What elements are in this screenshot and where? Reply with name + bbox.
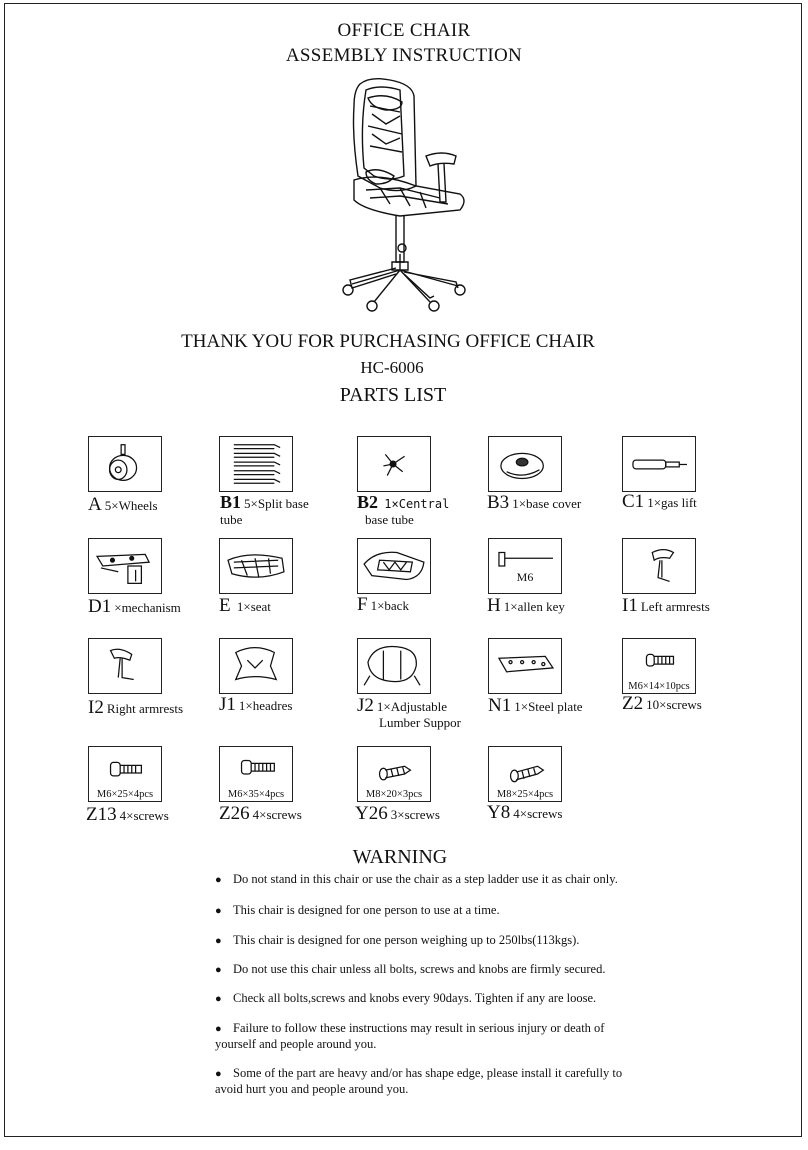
part-spec: M8×20×3pcs	[365, 789, 423, 800]
bullet-icon: ●	[215, 874, 222, 886]
left-armrest-icon	[623, 539, 695, 593]
part-b2-label	[357, 494, 449, 528]
bullet-icon: ●	[215, 1068, 222, 1080]
part-b1-label	[220, 494, 309, 528]
warning-item: ● This chair is designed for one person weighing up to 250lbs(113kgs).	[215, 933, 580, 947]
part-c1-label	[622, 491, 697, 512]
part-code: N1	[488, 695, 512, 716]
part-j2-image	[357, 638, 431, 694]
warning-heading: WARNING	[352, 846, 448, 868]
part-code: D1	[88, 596, 112, 617]
part-y8-label	[487, 802, 563, 823]
part-code: I1	[622, 595, 638, 616]
part-desc: 1×headres	[238, 698, 293, 713]
warning-item: ● Some of the part are heavy and/or has shape edge, please install it carefully to avoid hurt you and people around you.	[215, 1066, 623, 1096]
parts-list-heading: PARTS LIST	[339, 384, 447, 406]
part-spec: M6×35×4pcs	[227, 789, 285, 800]
part-b3-image	[488, 436, 562, 492]
base-cover-icon	[489, 437, 561, 491]
part-j1-image	[219, 638, 293, 694]
part-desc: 4×screws	[119, 808, 169, 823]
part-i1-image	[622, 538, 696, 594]
warning-item: ● Do not use this chair unless all bolts, screws and knobs are firmly secured.	[215, 962, 606, 976]
part-i2-label	[88, 697, 184, 718]
part-z2-label	[622, 693, 702, 714]
part-code: J1	[219, 694, 236, 715]
part-y26-label	[355, 803, 440, 824]
warning-item: ● Failure to follow these instructions may result in serious injury or death of yourself and people around you.	[215, 1021, 605, 1051]
part-z26-label	[219, 803, 302, 824]
part-c1-image	[622, 436, 696, 492]
part-y8-image	[488, 746, 562, 802]
part-code: A	[88, 494, 102, 515]
part-e-label	[219, 595, 271, 616]
steel-plate-icon	[489, 639, 561, 693]
part-code: C1	[622, 491, 645, 512]
part-code: Z26	[219, 803, 250, 824]
part-z13-label	[86, 804, 169, 825]
part-code: E	[219, 595, 231, 616]
part-desc-line2: base tube	[365, 512, 414, 527]
title-line-1: OFFICE CHAIR	[337, 20, 471, 41]
part-j2-label	[357, 695, 461, 731]
part-desc: 1×back	[370, 598, 409, 613]
part-z13-image	[88, 746, 162, 802]
seat-icon	[220, 539, 292, 593]
mechanism-icon	[89, 539, 161, 593]
part-spec: M8×25×4pcs	[496, 789, 554, 800]
back-icon	[358, 539, 430, 593]
headrest-icon	[220, 639, 292, 693]
part-spec: M6×25×4pcs	[96, 789, 154, 800]
part-desc: 3×screws	[390, 807, 440, 822]
part-y26-image	[357, 746, 431, 802]
part-b3-label	[487, 492, 582, 513]
part-spec: M6×14×10pcs	[628, 681, 690, 692]
part-code: Z2	[622, 693, 644, 714]
part-desc: 1×allen key	[503, 599, 565, 614]
thank-you-heading: THANK YOU FOR PURCHASING OFFICE CHAIR	[181, 331, 595, 352]
part-desc: Left armrests	[640, 599, 710, 614]
part-i2-image	[88, 638, 162, 694]
part-desc-line2: Lumber Suppor	[379, 715, 461, 730]
part-code: F	[357, 594, 368, 615]
part-z2-image	[622, 638, 696, 694]
part-d1-label	[88, 596, 181, 617]
part-desc: 5×Split base	[244, 496, 309, 511]
bullet-icon: ●	[215, 993, 222, 1005]
part-j1-label	[219, 694, 293, 715]
part-desc: 4×screws	[513, 806, 563, 821]
part-code: J2	[357, 695, 374, 716]
warning-item: ● Do not stand in this chair or use the chair as a step ladder use it as chair only.	[215, 872, 618, 886]
part-code: B2	[357, 492, 379, 512]
bullet-icon: ●	[215, 964, 222, 976]
part-desc: 10×screws	[646, 697, 702, 712]
part-code: Y8	[487, 802, 511, 823]
wheel-icon	[89, 437, 161, 491]
central-base-icon	[358, 437, 430, 491]
bullet-icon: ●	[215, 905, 222, 917]
warning-item: ● Check all bolts,screws and knobs every 90days. Tighten if any are loose.	[215, 991, 597, 1005]
part-desc: 1×Adjustable	[376, 699, 448, 714]
part-code: I2	[88, 697, 104, 718]
part-f-image	[357, 538, 431, 594]
part-desc: 1×Steel plate	[514, 699, 583, 714]
model-number: HC-6006	[360, 358, 424, 377]
part-b1-image	[219, 436, 293, 492]
part-i1-label	[622, 595, 710, 616]
part-d1-image	[88, 538, 162, 594]
part-code: B1	[220, 492, 242, 512]
lumbar-support-icon	[358, 639, 430, 693]
part-desc-line2: tube	[220, 512, 243, 527]
gas-lift-icon	[623, 437, 695, 491]
part-desc: 1×gas lift	[647, 495, 697, 510]
part-desc: 1×Central	[384, 497, 450, 511]
part-code: Y26	[355, 803, 388, 824]
part-e-image	[219, 538, 293, 594]
part-desc: 5×Wheels	[104, 498, 158, 513]
warning-item: ● This chair is designed for one person to use at a time.	[215, 903, 500, 917]
split-base-tube-icon	[220, 437, 292, 491]
part-z26-image	[219, 746, 293, 802]
part-desc: Right armrests	[106, 701, 184, 716]
part-h-image	[488, 538, 562, 594]
part-code: B3	[487, 492, 510, 513]
part-desc: ×mechanism	[114, 600, 181, 615]
right-armrest-icon	[89, 639, 161, 693]
part-desc: 1×seat	[236, 599, 271, 614]
bullet-icon: ●	[215, 1023, 222, 1035]
part-f-label	[357, 594, 409, 615]
part-desc: 4×screws	[252, 807, 302, 822]
bullet-icon: ●	[215, 935, 222, 947]
part-desc: 1×base cover	[512, 496, 582, 511]
title-line-2: ASSEMBLY INSTRUCTION	[285, 45, 523, 66]
part-code: H	[487, 595, 501, 616]
part-b2-image	[357, 436, 431, 492]
part-spec: M6	[516, 570, 534, 584]
part-n1-label	[488, 695, 583, 716]
part-h-label	[487, 595, 565, 616]
part-code: Z13	[86, 804, 117, 825]
part-n1-image	[488, 638, 562, 694]
office-chair-illustration	[330, 76, 470, 312]
part-a-label	[88, 494, 158, 515]
part-a-image	[88, 436, 162, 492]
